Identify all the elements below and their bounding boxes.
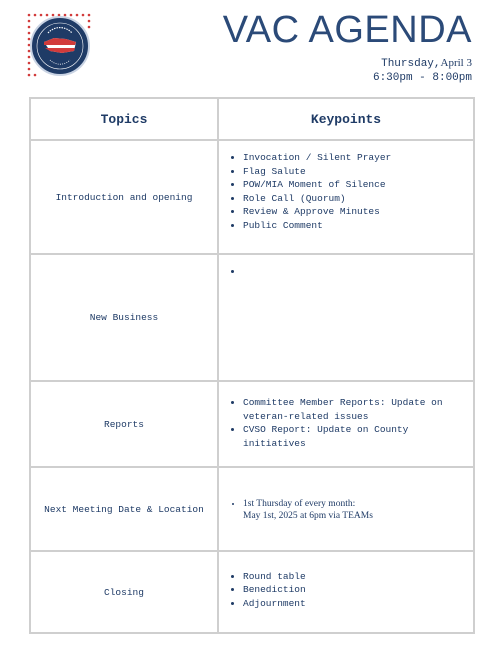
keypoints-cell <box>218 467 474 551</box>
table-row <box>30 551 474 633</box>
meeting-date: April 3 <box>440 57 472 69</box>
list-item: • Public Comment <box>243 219 463 233</box>
table-row <box>30 140 474 254</box>
logo-seal <box>30 16 90 76</box>
agenda-table <box>29 97 475 634</box>
list-item: • Adjournment <box>243 597 463 611</box>
keypoints-cell <box>218 140 474 254</box>
agenda-header-row <box>30 98 474 140</box>
page-title <box>223 6 472 54</box>
next-meeting-details: May 1st, 2025 at 6pm via TEAMs <box>243 511 373 521</box>
topic-cell: Closing <box>30 551 218 633</box>
topic-cell: Next Meeting Date & Location <box>30 467 218 551</box>
list-item: • Committee Member Reports: Update on veteran-related issues <box>243 396 463 423</box>
list-item: • Review & Approve Minutes <box>243 205 463 219</box>
keypoints-cell <box>218 254 474 381</box>
vac-logo <box>26 12 96 82</box>
table-row <box>30 467 474 551</box>
table-row <box>30 254 474 381</box>
keypoints-cell <box>218 381 474 467</box>
list-item: • Round table <box>243 570 463 584</box>
list-item <box>243 265 463 278</box>
list-item <box>243 498 463 522</box>
keypoints-list <box>219 566 473 619</box>
keypoints-list <box>219 141 473 240</box>
keypoints-list <box>219 382 473 458</box>
topic-cell: New Business <box>30 254 218 381</box>
header-topics: Topics <box>30 98 218 140</box>
meeting-datetime <box>373 56 472 85</box>
next-meeting-schedule: 1st Thursday of every month: <box>243 499 356 509</box>
list-item: • Invocation / Silent Prayer <box>243 151 463 165</box>
list-item: • CVSO Report: Update on County initiatives <box>243 423 463 450</box>
meeting-time: 6:30pm - 8:00pm <box>372 72 472 84</box>
keypoints-cell <box>218 551 474 633</box>
topic-cell: Reports <box>30 381 218 467</box>
flag-map-icon <box>32 18 88 74</box>
title-text: VAC AGENDA <box>222 9 472 51</box>
keypoints-list <box>219 255 473 286</box>
topic-cell: Introduction and opening <box>30 140 218 254</box>
list-item: • POW/MIA Moment of Silence <box>243 178 463 192</box>
table-row <box>30 381 474 467</box>
list-item: • Role Call (Quorum) <box>243 192 463 206</box>
keypoints-list <box>219 488 473 530</box>
list-item: • Flag Salute <box>243 165 463 179</box>
meeting-day: Thursday, <box>381 58 441 70</box>
list-item: • Benediction <box>243 583 463 597</box>
header-keypoints: Keypoints <box>218 98 474 140</box>
